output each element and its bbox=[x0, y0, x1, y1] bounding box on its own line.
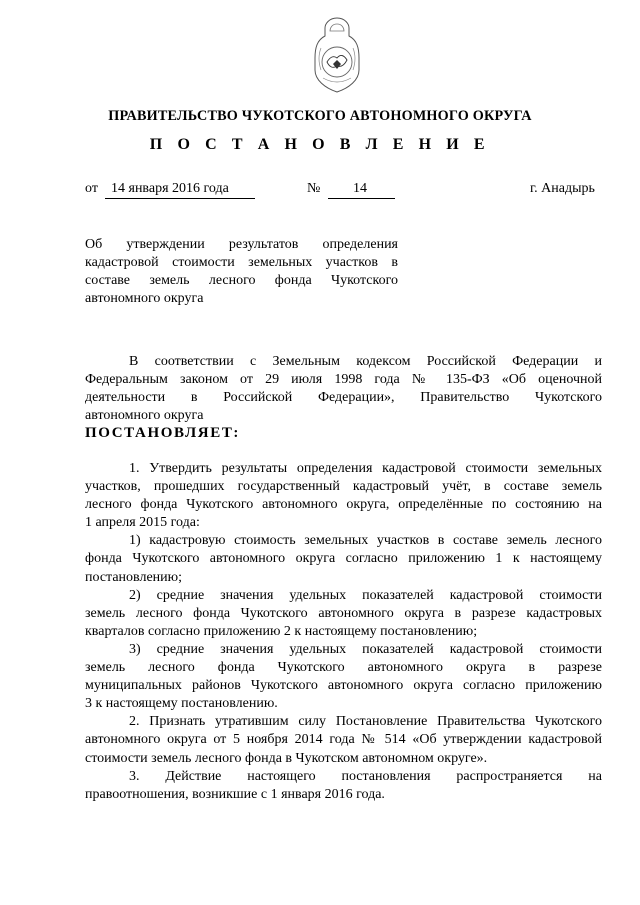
item-line: автономного округа от 5 ноября 2014 года № 514 «Об утверждении кадастровой bbox=[85, 732, 602, 748]
decree-items bbox=[85, 460, 602, 804]
organization-title: ПРАВИТЕЛЬСТВО ЧУКОТСКОГО АВТОНОМНОГО ОКРУГА bbox=[108, 108, 532, 124]
number-underline bbox=[328, 198, 395, 199]
item-line: 1 апреля 2015 года: bbox=[85, 515, 200, 531]
item-line: кварталов согласно приложению 2 к настоящему постановлению; bbox=[85, 623, 478, 639]
subject-line: автономного округа bbox=[85, 291, 204, 306]
item-line: лесного фонда Чукотского автономного округа, определённые по состоянию на bbox=[85, 497, 602, 513]
item-line: 2. Признать утратившим силу Постановление Правительства Чукотского bbox=[129, 714, 602, 730]
document-subject bbox=[85, 236, 398, 308]
preamble-line: деятельности в Российской Федерации», Правительство Чукотского bbox=[85, 390, 602, 406]
subject-line: составе земель лесного фонда Чукотского bbox=[85, 273, 398, 288]
item-line: 1. Утвердить результаты определения кадастровой стоимости земельных bbox=[129, 461, 602, 476]
item-line: 3. Действие настоящего постановления распространяется на bbox=[129, 768, 602, 784]
coat-of-arms-emblem bbox=[307, 14, 367, 94]
document-type-title: П О С Т А Н О В Л Е Н И Е bbox=[149, 136, 491, 153]
item-line: постановлению; bbox=[85, 569, 183, 585]
item-line: фонда Чукотского автономного округа согласно приложению 1 к настоящему bbox=[85, 551, 602, 567]
item-line: стоимости земель лесного фонда в Чукотском автономном округе». bbox=[85, 750, 488, 766]
item-line: муниципальных районов Чукотского автономного округа согласно приложению bbox=[85, 678, 602, 694]
decree-heading: ПОСТАНОВЛЯЕТ: bbox=[85, 425, 241, 441]
item-line: 2) средние значения удельных показателей кадастровой стоимости bbox=[129, 587, 602, 603]
item-line: правоотношения, возникшие с 1 января 2016 года. bbox=[85, 786, 385, 802]
item-line: 3 к настоящему постановлению. bbox=[85, 696, 278, 712]
preamble-line: В соответствии с Земельным кодексом Российской Федерации и bbox=[129, 354, 602, 369]
item-line: земель лесного фонда Чукотского автономного округа в разрезе bbox=[85, 660, 602, 676]
document-place: г. Анадырь bbox=[530, 181, 595, 196]
preamble-paragraph bbox=[85, 353, 602, 425]
document-date: 14 января 2016 года bbox=[111, 181, 229, 196]
item-line: 3) средние значения удельных показателей кадастровой стоимости bbox=[129, 641, 602, 657]
item-line: участков, прошедших государственный кадастровый учёт, в составе земель bbox=[85, 479, 602, 495]
date-prefix: от bbox=[85, 181, 98, 196]
date-underline bbox=[105, 198, 255, 199]
subject-line: Об утверждении результатов определения bbox=[85, 237, 398, 252]
item-line: 1) кадастровую стоимость земельных участков в составе земель лесного bbox=[129, 533, 602, 549]
document-number: 14 bbox=[353, 181, 367, 196]
number-sign: № bbox=[307, 181, 321, 196]
preamble-line: Федеральным законом от 29 июля 1998 года № 135-ФЗ «Об оценочной bbox=[85, 372, 602, 388]
subject-line: кадастровой стоимости земельных участков в bbox=[85, 255, 398, 270]
preamble-line: автономного округа bbox=[85, 408, 204, 424]
item-line: земель лесного фонда Чукотского автономного округа в разрезе кадастровых bbox=[85, 605, 602, 621]
